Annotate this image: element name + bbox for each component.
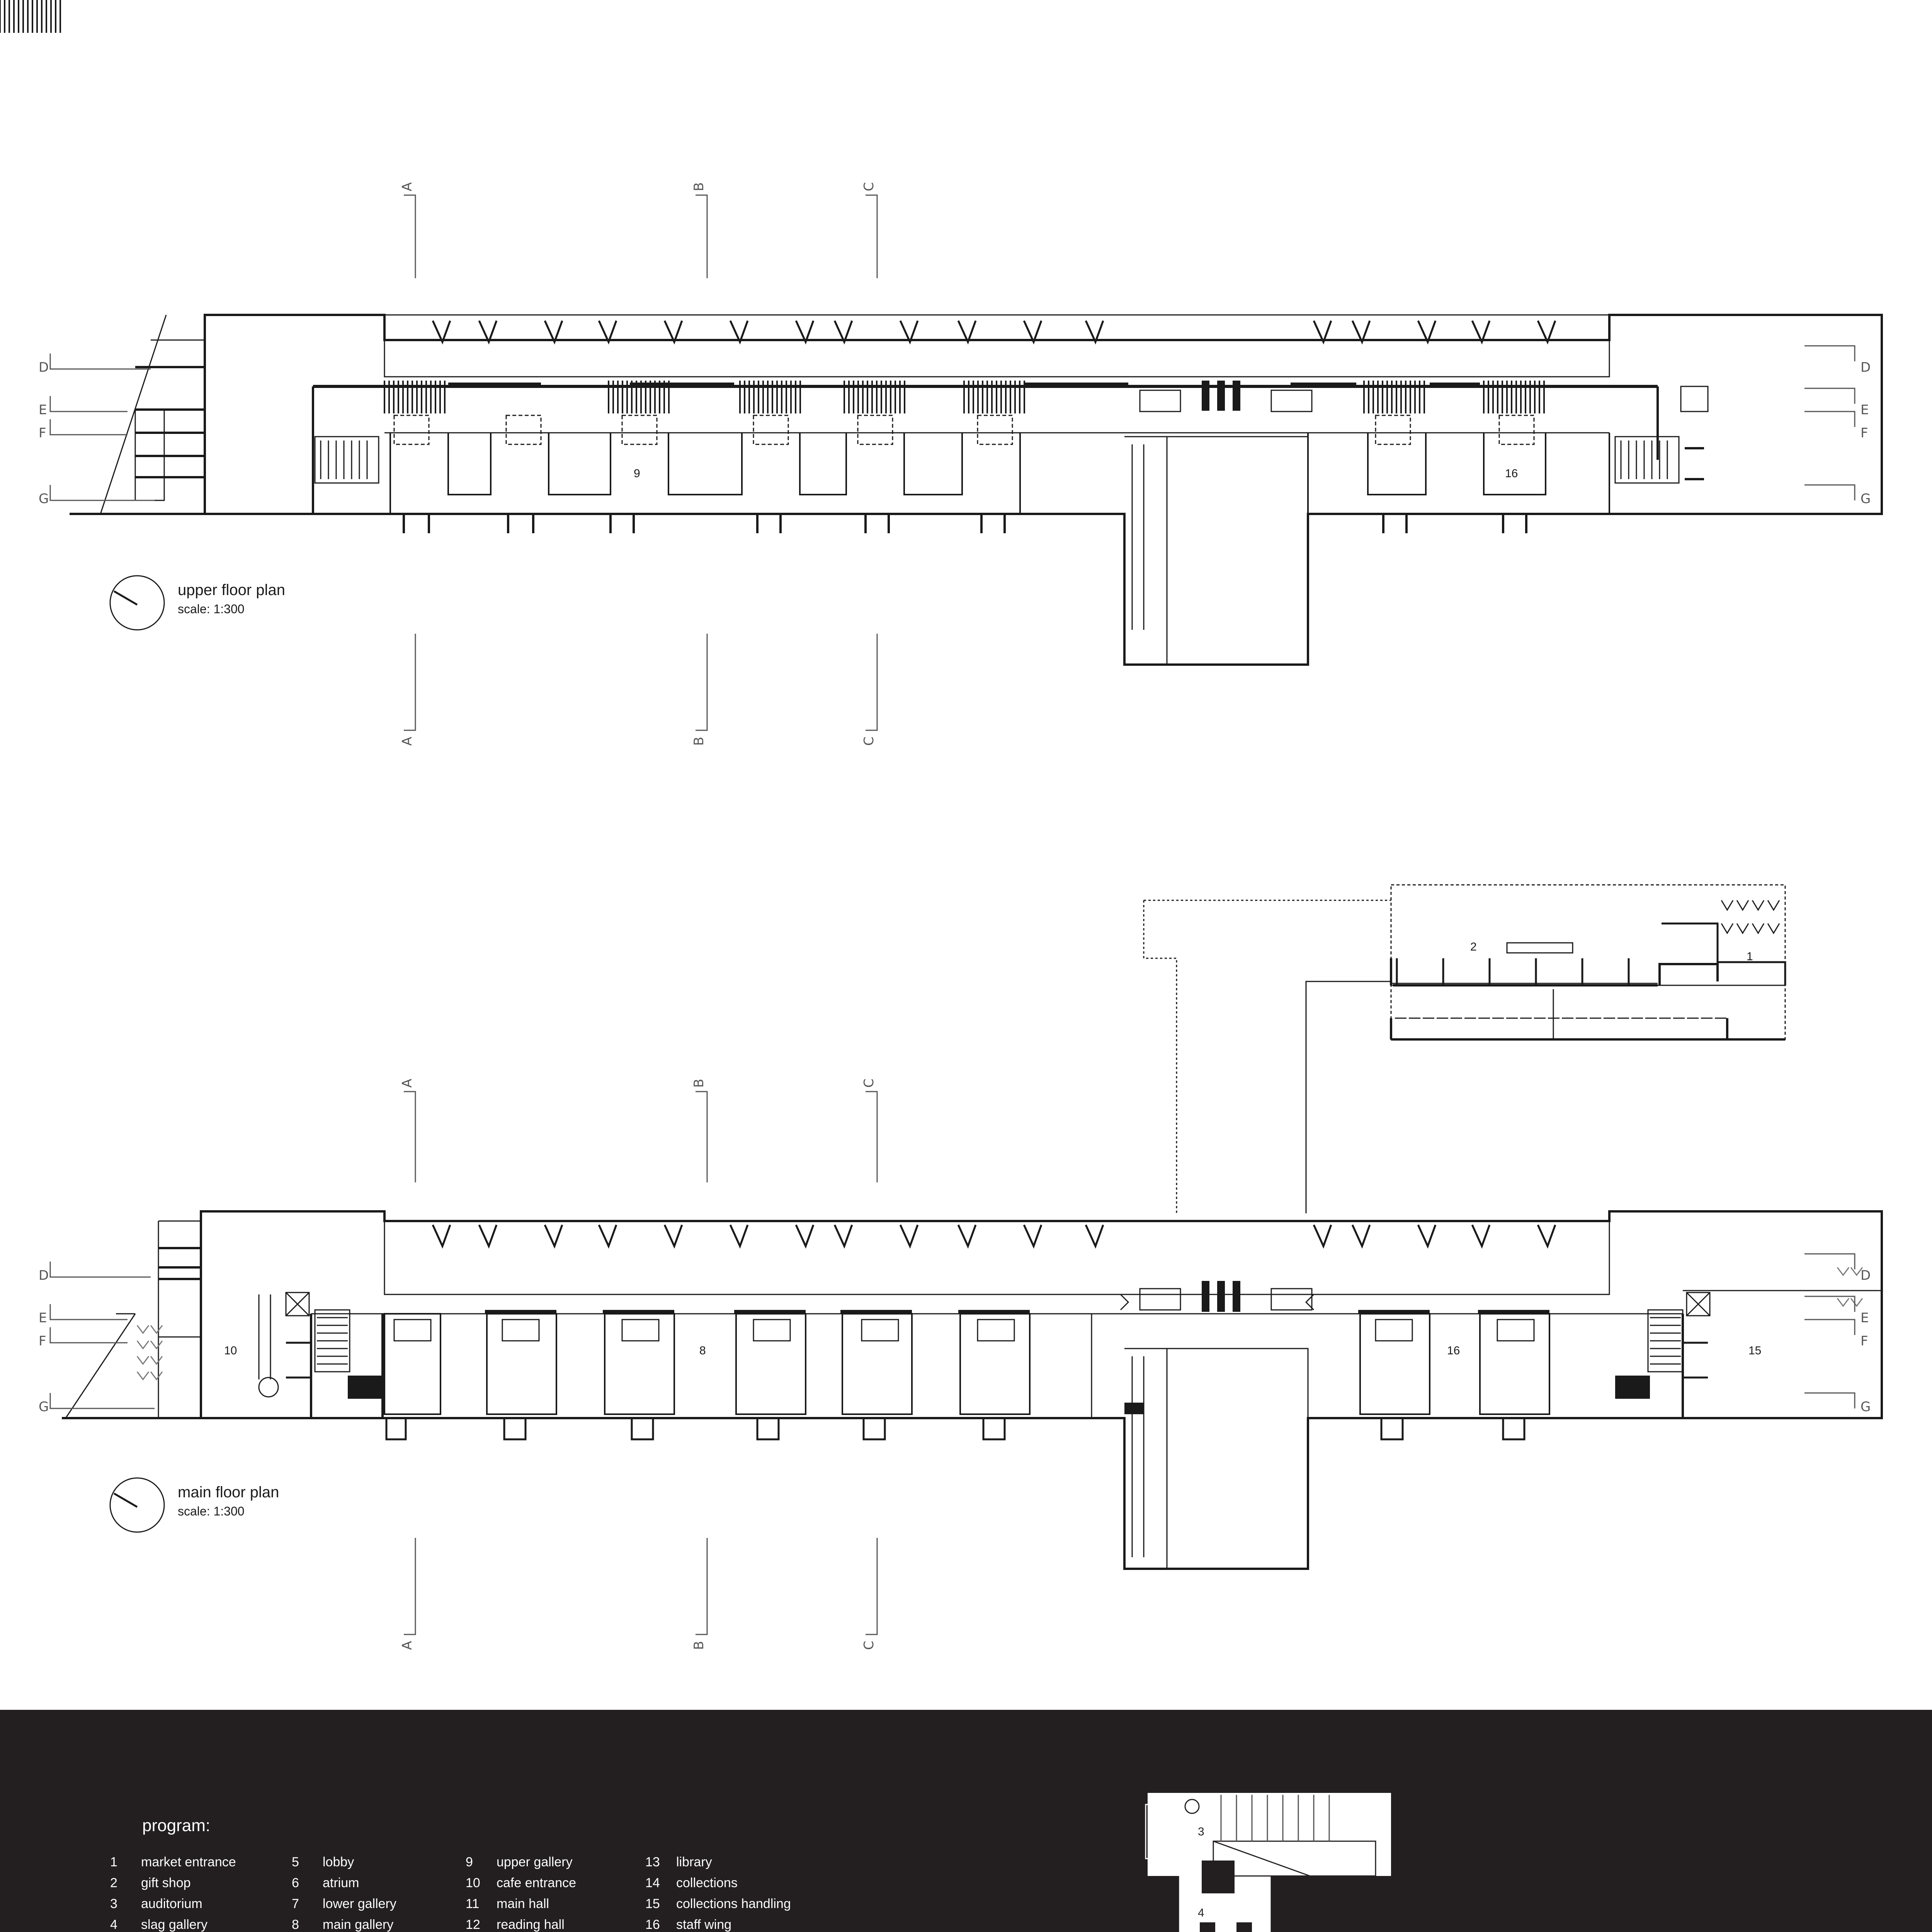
room-label: 10	[224, 1344, 237, 1357]
section-marker-a: A	[400, 1641, 415, 1650]
plan-scale-upper: scale: 1:300	[178, 602, 245, 616]
program-column	[292, 1855, 469, 1932]
section-marker-a: A	[400, 736, 415, 746]
section-marker-d: D	[1861, 1268, 1871, 1283]
main-corridor	[384, 1221, 1609, 1294]
program-item: 13 library	[645, 1855, 712, 1869]
room-label: 16	[1505, 467, 1518, 480]
market-entrance-wing	[1144, 885, 1785, 1213]
upper-atrium	[1167, 437, 1308, 665]
program-item: 15 collections handling	[645, 1896, 791, 1911]
section-marker-b: B	[691, 1078, 707, 1088]
section-marker-f: F	[1861, 1333, 1868, 1349]
section-marker-e: E	[39, 1310, 47, 1326]
program-item: 12 reading hall	[466, 1917, 565, 1932]
program-column	[645, 1855, 823, 1932]
section-marker-e: E	[1861, 1310, 1869, 1326]
section-marker-c: C	[861, 1641, 877, 1650]
upper-louvers	[0, 0, 1544, 413]
upper-floor-plan-drawing	[0, 0, 1932, 773]
plan-scale-main: scale: 1:300	[178, 1504, 245, 1518]
room-label: 16	[1447, 1344, 1460, 1357]
room-label: 1	[1747, 950, 1753, 963]
section-marker-f: F	[39, 425, 46, 441]
section-marker-g: G	[39, 1399, 49, 1415]
room-label: 8	[699, 1344, 706, 1357]
section-marker-e: E	[39, 402, 47, 418]
section-marker-a: A	[400, 182, 415, 191]
section-marker-f: F	[39, 1333, 46, 1349]
section-marker-c: C	[861, 1078, 877, 1088]
section-marker-b: B	[691, 1641, 707, 1650]
program-column	[110, 1855, 288, 1932]
room-label: 3	[1198, 1825, 1204, 1838]
north-arrow-icon	[110, 1478, 164, 1532]
program-item: 1 market entrance	[110, 1855, 236, 1869]
room-label: 2	[1470, 940, 1477, 953]
section-marker-d: D	[1861, 360, 1871, 375]
upper-corridor	[384, 315, 1609, 377]
section-marker-e: E	[1861, 402, 1869, 418]
program-item: 3 auditorium	[110, 1896, 202, 1911]
program-item: 9 upper gallery	[466, 1855, 573, 1869]
program-title: program:	[142, 1816, 211, 1835]
program-item: 4 slag gallery	[110, 1917, 207, 1932]
section-marker-c: C	[861, 736, 877, 746]
program-item: 11 main hall	[466, 1896, 549, 1911]
program-item: 8 main gallery	[292, 1917, 394, 1932]
section-marker-g: G	[1861, 1399, 1871, 1415]
plan-title-upper: upper floor plan	[178, 582, 285, 599]
room-label: 4	[1198, 1906, 1204, 1919]
program-legend	[110, 1855, 883, 1932]
program-item: 14 collections	[645, 1876, 738, 1890]
program-item: 7 lower gallery	[292, 1896, 396, 1911]
program-item: 6 atrium	[292, 1876, 359, 1890]
section-marker-g: G	[39, 491, 49, 507]
program-item: 2 gift shop	[110, 1876, 191, 1890]
plan-title-main: main floor plan	[178, 1484, 279, 1501]
section-marker-d: D	[39, 360, 49, 375]
room-label: 9	[634, 467, 640, 480]
program-item: 5 lobby	[292, 1855, 354, 1869]
section-marker-b: B	[691, 182, 707, 191]
section-marker-c: C	[861, 182, 877, 191]
program-item: 16 staff wing	[645, 1917, 732, 1932]
program-column	[466, 1855, 643, 1932]
section-marker-d: D	[39, 1268, 49, 1283]
room-label: 15	[1748, 1344, 1762, 1357]
north-arrow-icon	[110, 576, 164, 630]
upper-roof-marks	[433, 321, 1555, 342]
program-item: 10 cafe entrance	[466, 1876, 577, 1890]
section-marker-g: G	[1861, 491, 1871, 507]
section-marker-b: B	[691, 736, 707, 746]
section-marker-a: A	[400, 1078, 415, 1088]
section-marker-f: F	[1861, 425, 1868, 441]
main-floor-plan-drawing	[0, 831, 1932, 1681]
